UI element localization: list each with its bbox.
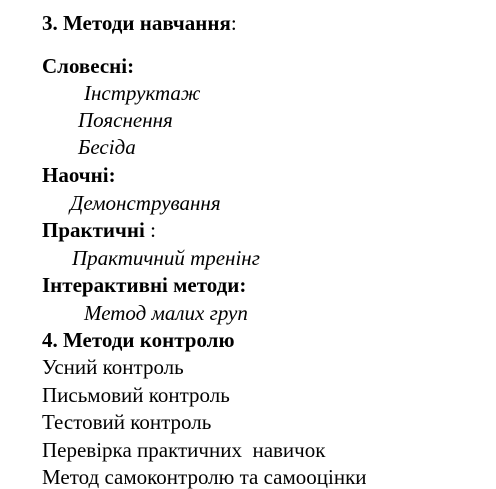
section-3-heading-line (42, 11, 237, 35)
section-4-heading: 4. Методи контролю (42, 328, 235, 352)
method-item-demonstration: Демонстрування (70, 191, 221, 215)
control-item-written: Письмовий контроль (42, 383, 230, 407)
group-practical-title: Практичні (42, 218, 145, 242)
group-interactive-title: Інтерактивні методи: (42, 273, 247, 297)
section-3-heading-colon: : (230, 11, 237, 35)
method-item-practical-training: Практичний тренінг (72, 246, 260, 270)
group-visual-title: Наочні: (42, 163, 116, 187)
method-item-explanation: Пояснення (78, 108, 173, 132)
method-item-small-groups: Метод малих груп (84, 301, 248, 325)
method-item-conversation: Бесіда (78, 135, 136, 159)
control-item-test: Тестовий контроль (42, 410, 212, 434)
group-verbal-title: Словесні: (42, 54, 135, 78)
control-item-practical-skills: Перевірка практичних навичок (42, 438, 326, 462)
method-item-instruction: Інструктаж (84, 81, 201, 105)
section-3-heading: 3. Методи навчання (42, 11, 231, 35)
group-practical-colon: : (144, 218, 156, 242)
control-item-self-assessment: Метод самоконтролю та самооцінки (42, 465, 367, 489)
control-item-oral: Усний контроль (42, 355, 184, 379)
group-practical-title-line (42, 218, 156, 242)
